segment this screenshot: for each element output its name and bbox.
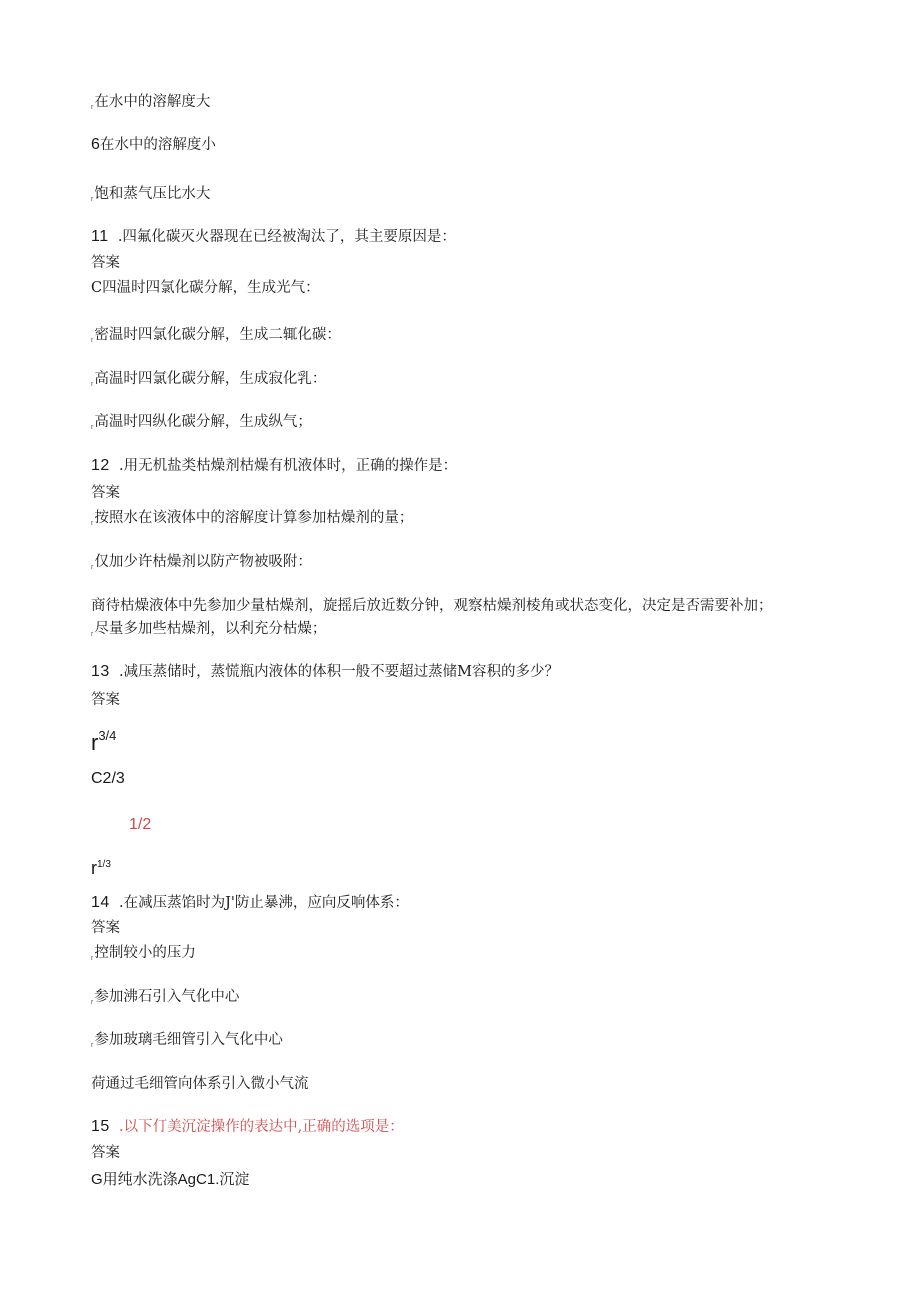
option-text: 在水中的溶解度小 (99, 137, 216, 153)
question-text: .减压蒸储时，蒸慌瓶内液体的体积一般不要超过蒸储M容积的多少？ (119, 664, 559, 680)
option-line (91, 987, 239, 1013)
option-line (91, 325, 341, 351)
option-line (91, 853, 111, 882)
option-line: C四温时四氯化碳分解，生成光气： (91, 280, 320, 296)
option-line: C2/3 (91, 770, 125, 787)
radio-marker: r (91, 104, 94, 111)
answer-label: 答案 (91, 485, 120, 501)
radio-marker: r (91, 631, 94, 638)
option-text: 参加玻璃毛细管引入气化中心 (94, 1032, 283, 1048)
option-line (91, 184, 210, 210)
radio-marker: r (91, 999, 94, 1006)
radio-marker: r (91, 1042, 94, 1049)
option-text: 1/3 (97, 859, 111, 870)
option-text: 控制较小的压力 (94, 945, 196, 961)
option-line (91, 369, 326, 395)
question-15 (91, 1117, 404, 1137)
radio-marker: r (91, 196, 94, 203)
question-number: 15 (91, 1118, 110, 1135)
option-line (91, 92, 210, 118)
answer-label: 答案 (91, 1145, 120, 1161)
option-text: 在水中的溶解度大 (94, 94, 211, 110)
radio-marker: r (91, 337, 94, 344)
option-line: 商待枯燥液体中先参加少量枯燥剂，旋摇后放近数分钟，观察枯燥剂棱角或状态变化，决定是否需要补加； (91, 598, 773, 614)
radio-marker: r (91, 520, 94, 527)
question-number: 11 (91, 228, 109, 245)
question-12 (91, 456, 457, 476)
option-line (91, 508, 413, 534)
option-text: 高温时四氯化碳分解，生成寂化乳： (94, 371, 327, 387)
option-prefix: 6 (91, 136, 100, 153)
question-text: .用无机盐类枯燥剂枯燥有机液体时，正确的操作是： (119, 458, 458, 474)
option-text: 尽量多加些枯燥剂，以利充分枯燥； (94, 621, 327, 637)
option-text: 密温时四氯化碳分解，生成二辄化碳： (94, 327, 341, 343)
option-text: 饱和蒸气压比水大 (94, 186, 211, 202)
option-line-correct: 1/2 (129, 816, 152, 833)
option-line (91, 135, 216, 155)
option-line (91, 1030, 283, 1056)
question-text: .四氟化碳灭火器现在已经被淘汰了，其主要原因是： (117, 229, 456, 245)
option-text: 3/4 (98, 728, 117, 743)
option-line (91, 552, 312, 578)
radio-marker: r (91, 730, 99, 755)
option-line (91, 412, 312, 438)
radio-marker: r (91, 381, 94, 388)
option-text: 高温时四纵化碳分解，生成纵气； (94, 414, 312, 430)
question-number: 14 (91, 894, 110, 911)
question-text: .在减压蒸馅时为J'防止暴沸，应向反响体系： (119, 895, 409, 911)
option-line (91, 619, 326, 645)
question-text: .以下仃美沉淀操作的表达中,正确的选项是： (119, 1119, 404, 1135)
radio-marker: r (91, 424, 94, 431)
answer-label: 答案 (91, 255, 120, 271)
question-11 (91, 227, 456, 247)
question-14 (91, 893, 409, 913)
option-text: 仅加少许枯燥剂以防产物被吸附： (94, 554, 312, 570)
radio-marker: r (91, 564, 94, 571)
option-text: 参加沸石引入气化中心 (94, 989, 240, 1005)
option-line: G用纯水洗涤AgC1.沉淀 (91, 1171, 250, 1188)
question-number: 13 (91, 663, 110, 680)
answer-label: 答案 (91, 920, 120, 936)
question-number: 12 (91, 457, 110, 474)
option-line (91, 943, 196, 969)
option-text: 按照水在该液体中的溶解度计算参加枯燥剂的量； (94, 510, 414, 526)
radio-marker: r (91, 955, 94, 962)
option-line (91, 722, 116, 760)
question-13 (91, 662, 559, 682)
radio-marker: r (91, 858, 97, 878)
answer-label: 答案 (91, 692, 120, 708)
option-line: 荷通过毛细管向体系引入微小气流 (91, 1076, 309, 1092)
